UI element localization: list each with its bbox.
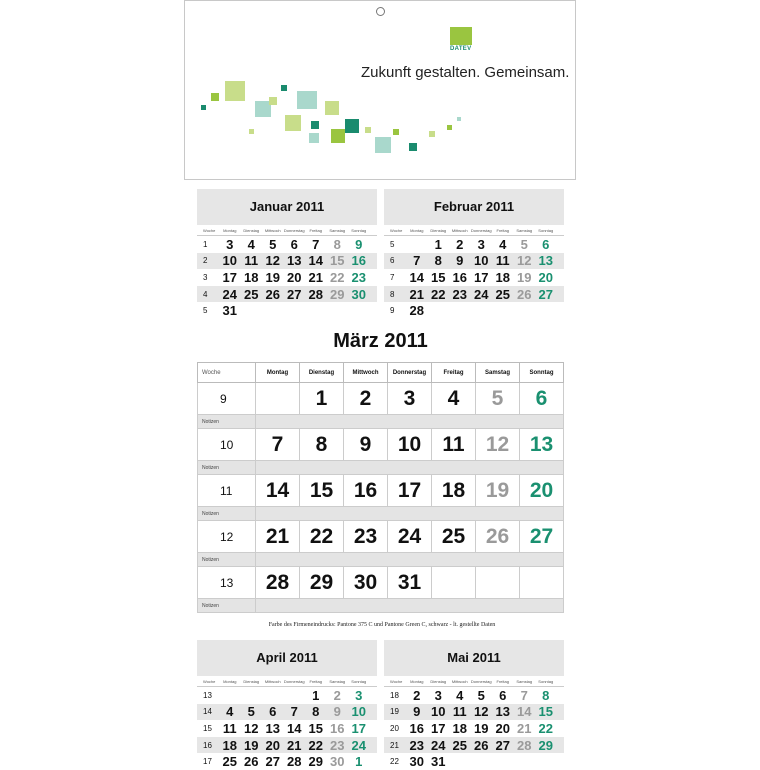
day-cell: 5 [520,236,528,252]
day-cell [476,567,520,599]
week-row [384,269,564,286]
notes-label: Notizen [198,415,256,429]
weekday-label: Montag [410,678,424,684]
day-cell: 2 [333,687,341,703]
maerz-grid [197,362,564,613]
day-cell: 17 [388,475,432,507]
day-cell: 28 [308,286,323,302]
day-cell: 23 [409,737,424,753]
week-row [384,687,564,704]
weekday-label: Samstag [516,678,533,684]
day-cell: 20 [538,269,553,285]
notes-area [256,461,564,475]
day-cell [432,567,476,599]
weekday-label: Samstag [329,227,346,233]
day-cell: 3 [388,383,432,415]
day-cell: 9 [355,236,363,252]
day-cell: 5 [476,383,520,415]
day-cell: 20 [265,737,280,753]
notes-label: Notizen [198,507,256,521]
month-april [197,640,377,770]
day-cell: 12 [244,720,259,736]
day-cell: 17 [474,269,489,285]
week-row [197,302,377,319]
weekday-label: Mittwoch [451,227,468,233]
week-number: 19 [390,707,399,717]
notes-area [256,599,564,613]
day-cell: 7 [256,429,300,461]
day-cell: 27 [538,286,553,302]
day-cell: 17 [222,269,237,285]
month-title: April 2011 [197,640,377,676]
day-cell: 26 [474,737,489,753]
day-cell: 15 [330,253,345,269]
day-cell: 31 [388,567,432,599]
month-mai [384,640,564,770]
month-title: Februar 2011 [384,189,564,225]
week-number: 18 [390,690,399,700]
notes-area [256,507,564,521]
day-cell: 29 [300,567,344,599]
day-cell: 8 [312,704,320,720]
day-cell: 5 [269,236,277,252]
week-row [197,269,377,286]
day-cell: 9 [333,704,341,720]
week-row [384,253,564,270]
weekday-label: Dienstag [430,227,447,233]
week-row [384,720,564,737]
day-cell: 23 [452,286,467,302]
day-cell: 13 [495,704,510,720]
day-cell: 1 [355,754,363,770]
weekday-label: Woche [203,227,216,233]
weekday-label: Dienstag [243,678,260,684]
day-cell: 6 [290,236,298,252]
day-cell: 2 [456,236,464,252]
day-cell: 30 [330,754,345,770]
day-cell: 16 [409,720,424,736]
day-cell: 28 [409,303,424,319]
day-cell: 9 [344,429,388,461]
week-row [384,236,564,253]
logo-text: DATEV [450,46,472,52]
day-cell: 18 [432,475,476,507]
day-cell: 30 [344,567,388,599]
slogan: Zukunft gestalten. Gemeinsam. [361,64,570,81]
week-row [197,704,377,721]
maerz-title: März 2011 [333,330,428,352]
day-cell: 26 [476,521,520,553]
day-cell: 27 [265,754,280,770]
day-cell: 18 [244,269,259,285]
weekday-label: Dienstag [430,678,447,684]
day-cell: 11 [452,704,467,720]
month-title: Mai 2011 [384,640,564,676]
day-cell: 8 [333,236,341,252]
week-number: 5 [390,239,395,249]
day-cell: 3 [226,236,234,252]
weekday-label: Mittwoch [344,363,388,383]
weekday-label: Woche [390,227,403,233]
week-number: 21 [390,740,399,750]
day-cell: 8 [300,429,344,461]
datev-logo [450,27,472,53]
day-cell: 12 [476,429,520,461]
weekday-label: Sonntag [520,363,564,383]
week-row [197,253,377,270]
weekday-label: Donnerstag [283,227,305,233]
weekday-label: Woche [390,678,403,684]
day-cell: 4 [226,704,234,720]
weekday-label: Samstag [516,227,533,233]
notes-row [198,507,564,521]
day-cell: 25 [222,754,237,770]
week-row [197,753,377,770]
day-cell: 14 [256,475,300,507]
day-cell: 7 [290,704,298,720]
weekday-header [197,676,377,687]
day-cell: 15 [300,475,344,507]
day-cell: 19 [517,269,532,285]
day-cell: 12 [265,253,280,269]
day-cell: 4 [456,687,464,703]
day-cell: 11 [222,720,237,736]
weekday-label: Sonntag [351,678,367,684]
week-row [197,286,377,303]
day-cell: 27 [287,286,302,302]
week-number: 7 [390,272,395,282]
day-cell: 10 [351,704,366,720]
week-number: 9 [198,383,256,415]
day-cell: 4 [499,236,507,252]
weekday-header [384,676,564,687]
day-cell: 10 [474,253,489,269]
weekday-label: Dienstag [300,363,344,383]
day-cell: 9 [456,253,464,269]
notes-area [256,553,564,567]
day-cell: 16 [344,475,388,507]
week-number: 12 [198,521,256,553]
weekday-label: Freitag [309,227,322,233]
day-cell: 22 [538,720,553,736]
day-cell: 23 [344,521,388,553]
day-cell: 18 [222,737,237,753]
day-cell: 15 [538,704,553,720]
notes-label: Notizen [198,553,256,567]
day-cell: 1 [434,236,442,252]
day-cell: 22 [431,286,446,302]
day-cell: 24 [474,286,489,302]
day-cell: 10 [222,253,237,269]
week-number: 6 [390,256,395,266]
notes-row [198,415,564,429]
day-cell: 3 [434,687,442,703]
day-cell: 21 [308,269,323,285]
day-cell: 28 [287,754,302,770]
week-row [198,567,564,599]
day-cell: 11 [495,253,510,269]
day-cell: 21 [409,286,424,302]
weekday-label: Freitag [432,363,476,383]
decorative-squares [185,1,577,181]
day-cell: 24 [431,737,446,753]
day-cell: 29 [330,286,345,302]
day-cell: 25 [495,286,510,302]
day-cell: 6 [542,236,550,252]
day-cell: 18 [452,720,467,736]
day-cell: 21 [517,720,532,736]
week-number: 14 [203,707,212,717]
week-number: 17 [203,757,212,767]
day-cell: 20 [287,269,302,285]
day-cell: 23 [351,269,366,285]
day-cell: 8 [542,687,550,703]
weekday-label: Mittwoch [451,678,468,684]
day-cell: 11 [432,429,476,461]
week-row [384,302,564,319]
day-cell: 7 [413,253,421,269]
week-number: 2 [203,256,208,266]
day-cell: 13 [538,253,553,269]
day-cell: 5 [247,704,255,720]
week-row [384,286,564,303]
week-number: 11 [198,475,256,507]
day-cell: 1 [312,687,320,703]
month-maerz [197,320,564,613]
weekday-label: Samstag [476,363,520,383]
day-cell: 23 [330,737,345,753]
week-row [197,236,377,253]
logo-square [450,27,472,45]
day-cell: 2 [413,687,421,703]
day-cell: 28 [517,737,532,753]
day-cell: 29 [308,754,323,770]
day-cell: 16 [452,269,467,285]
day-cell: 16 [351,253,366,269]
weekday-label: Mittwoch [264,227,281,233]
weekday-header [384,225,564,236]
weekday-label: Montag [223,227,237,233]
day-cell: 2 [344,383,388,415]
day-cell: 9 [413,704,421,720]
day-cell: 10 [388,429,432,461]
day-cell: 24 [388,521,432,553]
day-cell: 19 [244,737,259,753]
week-row [384,753,564,770]
weekday-label: Woche [203,678,216,684]
day-cell: 13 [520,429,564,461]
day-cell: 18 [495,269,510,285]
day-cell: 30 [409,754,424,770]
day-cell: 22 [308,737,323,753]
day-cell: 4 [432,383,476,415]
weekday-label: Donnerstag [283,678,305,684]
day-cell: 27 [495,737,510,753]
week-row [197,720,377,737]
weekday-label: Dienstag [243,227,260,233]
day-cell: 17 [351,720,366,736]
week-number: 15 [203,723,212,733]
day-cell: 3 [355,687,363,703]
day-cell: 19 [476,475,520,507]
day-cell: 17 [431,720,446,736]
notes-row [198,599,564,613]
week-row [384,704,564,721]
day-cell: 25 [244,286,259,302]
weekday-label: Samstag [329,678,346,684]
day-cell [520,567,564,599]
day-cell: 14 [308,253,323,269]
weekday-label: Montag [410,227,424,233]
day-cell: 26 [517,286,532,302]
day-cell: 15 [431,269,446,285]
day-cell: 14 [287,720,302,736]
day-cell: 21 [256,521,300,553]
day-cell: 27 [520,521,564,553]
month-februar [384,189,564,319]
week-row [197,737,377,754]
day-cell: 13 [287,253,302,269]
day-cell: 14 [409,269,424,285]
day-cell: 29 [538,737,553,753]
month-title: Januar 2011 [197,189,377,225]
day-cell: 24 [351,737,366,753]
weekday-label: Montag [223,678,237,684]
day-cell: 1 [300,383,344,415]
day-cell: 11 [244,253,259,269]
week-number: 16 [203,740,212,750]
week-row [198,383,564,415]
day-cell: 19 [474,720,489,736]
day-cell: 28 [256,567,300,599]
week-number: 13 [198,567,256,599]
weekday-label: Sonntag [538,227,554,233]
notes-area [256,415,564,429]
day-cell: 26 [244,754,259,770]
day-cell: 21 [287,737,302,753]
month-januar [197,189,377,319]
day-cell: 20 [495,720,510,736]
weekday-label: Sonntag [538,678,554,684]
week-number: 22 [390,757,399,767]
day-cell: 24 [222,286,237,302]
week-row [198,521,564,553]
day-cell: 20 [520,475,564,507]
week-number: 20 [390,723,399,733]
week-row [198,475,564,507]
weekday-label: Woche [198,363,256,383]
day-cell: 12 [517,253,532,269]
day-cell: 31 [222,303,237,319]
day-cell: 26 [265,286,280,302]
notes-label: Notizen [198,599,256,613]
day-cell: 8 [434,253,442,269]
week-number: 8 [390,289,395,299]
day-cell: 25 [452,737,467,753]
day-cell: 31 [431,754,446,770]
week-number: 4 [203,289,208,299]
weekday-label: Donnerstag [470,678,492,684]
day-cell: 3 [477,236,485,252]
day-cell: 19 [265,269,280,285]
day-cell: 10 [431,704,446,720]
notes-row [198,553,564,567]
day-cell: 5 [477,687,485,703]
week-number: 13 [203,690,212,700]
day-cell: 22 [330,269,345,285]
weekday-label: Donnerstag [388,363,432,383]
day-cell: 4 [247,236,255,252]
weekday-label: Sonntag [351,227,367,233]
week-number: 1 [203,239,208,249]
weekday-label: Freitag [496,227,509,233]
week-number: 9 [390,306,395,316]
weekday-label: Mittwoch [264,678,281,684]
week-number: 5 [203,306,208,316]
weekday-label: Freitag [496,678,509,684]
day-cell: 6 [269,704,277,720]
day-cell: 7 [312,236,320,252]
day-cell: 13 [265,720,280,736]
week-number: 10 [198,429,256,461]
day-cell: 16 [330,720,345,736]
day-cell: 6 [520,383,564,415]
day-cell: 7 [520,687,528,703]
day-cell: 30 [351,286,366,302]
day-cell: 14 [517,704,532,720]
weekday-header [197,225,377,236]
day-cell: 25 [432,521,476,553]
calendar-header [184,0,576,180]
day-cell: 22 [300,521,344,553]
notes-row [198,461,564,475]
day-cell: 6 [499,687,507,703]
weekday-label: Freitag [309,678,322,684]
print-color-note: Farbe des Firmeneindrucks: Pantone 375 C und Pantone Green C, schwarz - lt. gestellte Daten [262,620,502,631]
week-row [198,429,564,461]
week-row [384,737,564,754]
week-number: 3 [203,272,208,282]
weekday-label: Donnerstag [470,227,492,233]
day-cell: 15 [308,720,323,736]
weekday-label: Montag [256,363,300,383]
day-cell: 12 [474,704,489,720]
notes-label: Notizen [198,461,256,475]
day-cell [256,383,300,415]
week-row [197,687,377,704]
